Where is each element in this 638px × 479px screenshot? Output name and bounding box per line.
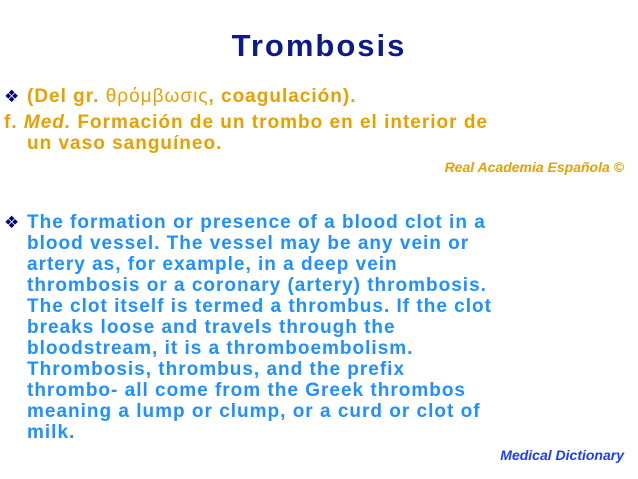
english-line: thrombo- all come from the Greek thrombos bbox=[27, 380, 466, 401]
diamond-arrow-icon: ❖ bbox=[4, 213, 20, 232]
definition-line1-rest: Formación de un trombo en el interior de bbox=[71, 112, 488, 133]
english-line: artery as, for example, in a deep vein bbox=[27, 254, 398, 275]
english-line: The clot itself is termed a thrombus. If the clot bbox=[27, 296, 492, 317]
diamond-arrow-icon: ❖ bbox=[4, 87, 20, 106]
english-line: Thrombosis, thrombus, and the prefix bbox=[27, 359, 406, 380]
spanish-definition-line-2: un vaso sanguíneo. bbox=[27, 133, 223, 154]
english-line: breaks loose and travels through the bbox=[27, 317, 396, 338]
etymology-open: (Del gr. bbox=[27, 86, 106, 107]
english-line: blood vessel. The vessel may be any vein or bbox=[27, 233, 470, 254]
english-line: The formation or presence of a blood clot in a bbox=[27, 212, 486, 233]
english-source: Medical Dictionary bbox=[500, 447, 624, 463]
spanish-source: Real Academia Española © bbox=[444, 159, 624, 175]
spanish-etymology-line bbox=[27, 87, 356, 107]
english-line: thrombosis or a coronary (artery) thrombosis. bbox=[27, 275, 487, 296]
etymology-greek-word: θρόμβωσις bbox=[105, 86, 209, 107]
english-line: bloodstream, it is a thromboembolism. bbox=[27, 338, 414, 359]
definition-prefix: f. bbox=[4, 112, 24, 133]
spanish-definition-line-1 bbox=[4, 113, 488, 133]
english-line: milk. bbox=[27, 422, 76, 443]
slide-title: Trombosis bbox=[231, 28, 407, 63]
etymology-close: , coagulación). bbox=[208, 86, 357, 107]
english-line: meaning a lump or clump, or a curd or clot of bbox=[27, 401, 481, 422]
definition-med-abbrev: Med. bbox=[23, 112, 72, 133]
